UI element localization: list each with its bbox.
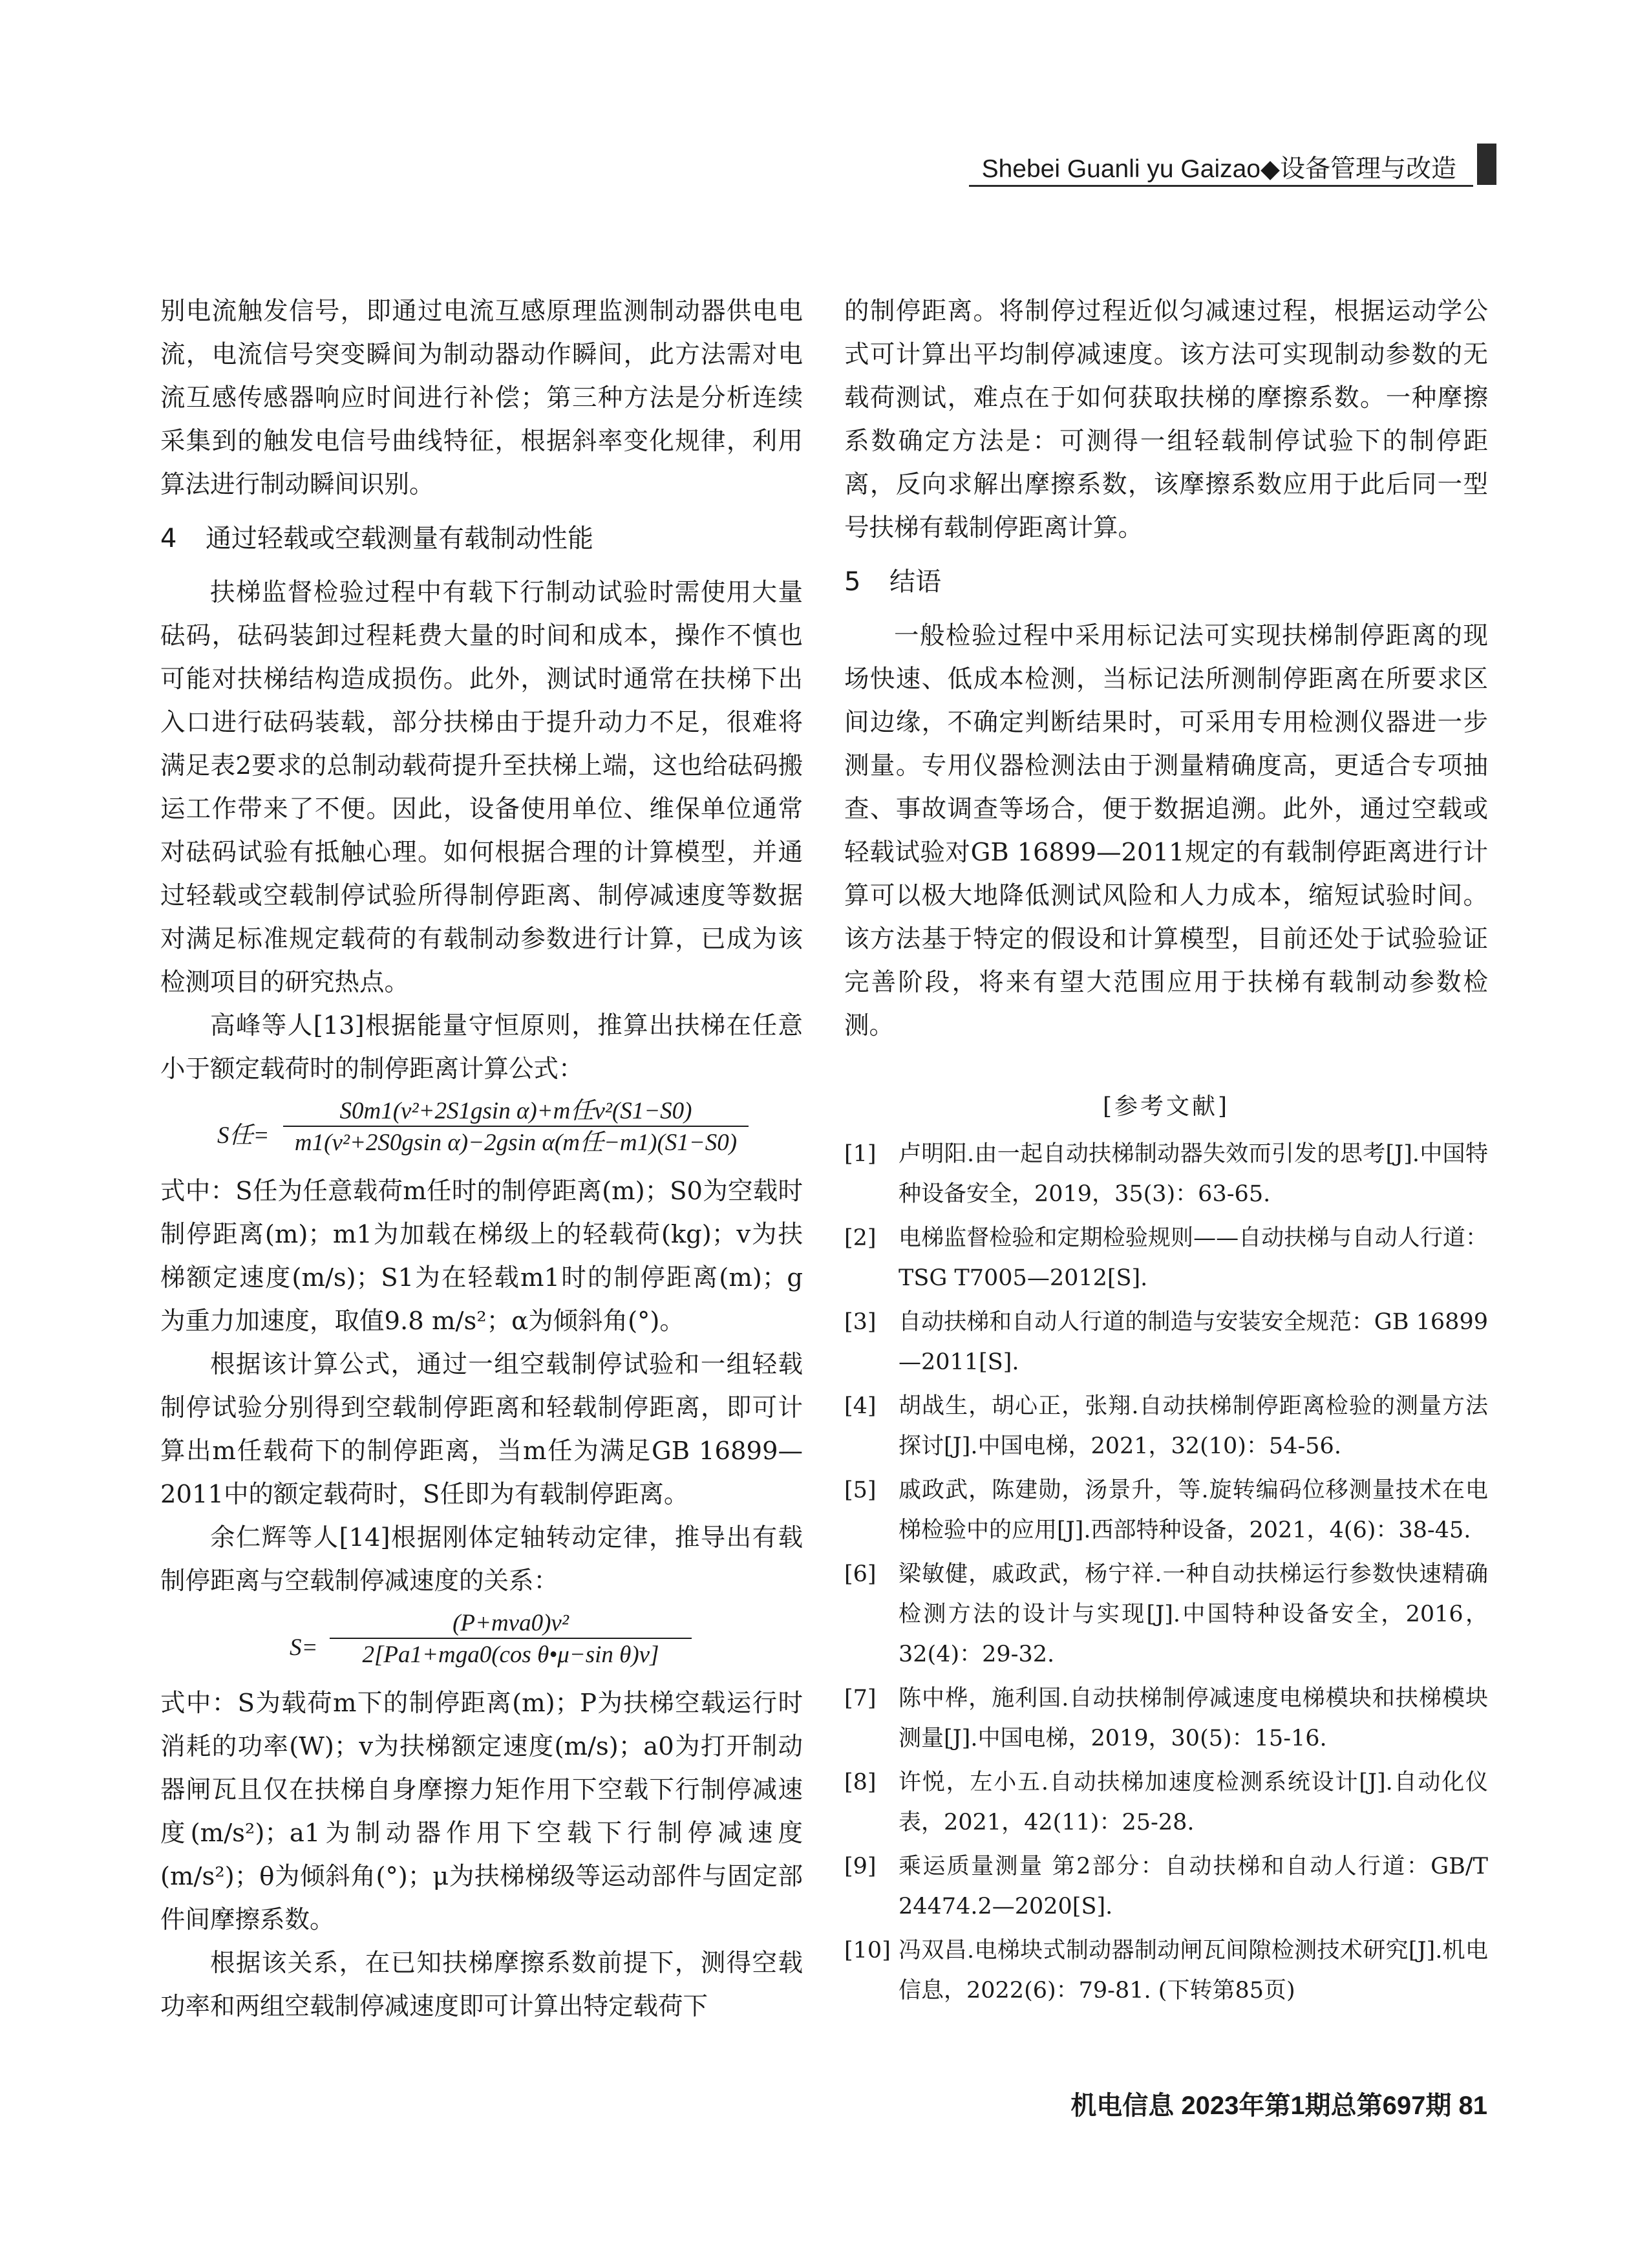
reference-text: 戚政武，陈建勋，汤景升，等.旋转编码位移测量技术在电梯检验中的应用[J].西部特种设备，2021，4(6)：38-45. [899,1477,1488,1543]
reference-item [844,1678,1488,1759]
section-title: 通过轻载或空载测量有载制动性能 [206,524,593,553]
reference-number: [7] [844,1685,877,1711]
equation-2 [160,1603,803,1682]
header-rule [969,185,1473,187]
reference-text: 电梯监督检验和定期检验规则——自动扶梯与自动人行道：TSG T7005—2012[S]. [899,1225,1488,1291]
reference-item [844,1218,1488,1298]
running-header [966,144,1496,189]
reference-number: [8] [844,1770,877,1795]
page-footer: 机电信息 2023年第1期总第697期 81 [1070,2091,1487,2120]
paragraph: 别电流触发信号，即通过电流互感原理监测制动器供电电流，电流信号突变瞬间为制动器动作瞬间，此方法需对电流互感传感器响应时间进行补偿；第三种方法是分析连续采集到的触发电信号曲线特征，根据斜率变化规律，利用算法进行制动瞬间识别。 [160,297,803,499]
section-number: 5 [844,567,861,597]
reference-text: 卢明阳.由一起自动扶梯制动器失效而引发的思考[J].中国特种设备安全，2019，35(3)：63-65. [899,1141,1488,1207]
reference-number: [5] [844,1477,877,1503]
equation-numerator: S0m1(v²+2S1gsin α)+m任v²(S1−S0) [283,1097,749,1127]
references-title: [参考文献] [1102,1093,1230,1120]
paragraph: 一般检验过程中采用标记法可实现扶梯制停距离的现场快速、低成本检测，当标记法所测制停距离在所要求区间边缘，不确定判断结果时，可采用专用检测仪器进一步测量。专用仪器检测法由于测量精确度高，更适合专项抽查、事故调查等场合，便于数据追溯。此外，通过空载或轻载试验对GB 16899—2011规定的有载制停距离进行计算可以极大地降低测试风险和人力成本，缩短试验时间。该方法基于特定的假设和计算模型，目前还处于试验验证完善阶段，将来有望大范围应用于扶梯有载制动参数检测。 [844,621,1488,1040]
reference-number: [3] [844,1309,877,1335]
equation-lhs: S任= [217,1122,270,1149]
reference-number: [9] [844,1854,877,1879]
paragraph: 式中：S任为任意载荷m任时的制停距离(m)；S0为空载时制停距离(m)；m1为加载在梯级上的轻载荷(kg)；v为扶梯额定速度(m/s)；S1为在轻载m1时的制停距离(m)；g为重力加速度，取值9.8 m/s²；α为倾斜角(°)。 [160,1177,803,1336]
reference-item [844,1762,1488,1843]
paragraph: 的制停距离。将制停过程近似匀减速过程，根据运动学公式可计算出平均制停减速度。该方法可实现制动参数的无载荷测试，难点在于如何获取扶梯的摩擦系数。一种摩擦系数确定方法是：可测得一组轻载制停试验下的制停距离，反向求解出摩擦系数，该摩擦系数应用于此后同一型号扶梯有载制停距离计算。 [844,297,1488,542]
reference-number: [4] [844,1393,877,1419]
paragraph: 式中：S为载荷m下的制停距离(m)；P为扶梯空载运行时消耗的功率(W)；v为扶梯额定速度(m/s)；a0为打开制动器闸瓦且仅在扶梯自身摩擦力矩作用下空载下行制停减速度(m/s²)；a1为制动器作用下空载下行制停减速度(m/s²)；θ为倾斜角(°)；μ为扶梯梯级等运动部件与固定部件间摩擦系数。 [160,1689,803,1934]
equation-lhs: S= [290,1634,318,1661]
equation-numerator: (P+mva0)v² [330,1609,692,1639]
reference-text: 许悦，左小五.自动扶梯加速度检测系统设计[J].自动化仪表，2021，42(11)：25-28. [899,1770,1488,1835]
reference-item [844,1302,1488,1382]
reference-item [844,1846,1488,1927]
paragraph: 根据该关系，在已知扶梯摩擦系数前提下，测得空载功率和两组空载制停减速度即可计算出特定载荷下 [160,1949,803,2021]
reference-text: 胡战生，胡心正，张翔.自动扶梯制停距离检验的测量方法探讨[J].中国电梯，2021，32(10)：54-56. [899,1393,1488,1459]
header-text: Shebei Guanli yu Gaizao◆设备管理与改造 [981,155,1456,183]
right-column [844,290,1488,2015]
header-bar [1477,144,1496,185]
section-title: 结语 [889,567,941,597]
reference-number: [2] [844,1225,877,1251]
reference-text: 冯双昌.电梯块式制动器制动闸瓦间隙检测技术研究[J].机电信息，2022(6)：79-81. (下转第85页) [899,1938,1488,2004]
section-heading-4 [160,506,803,571]
reference-item [844,1554,1488,1674]
equation-1 [160,1091,803,1170]
left-column [160,290,803,2028]
reference-text: 梁敏健，戚政武，杨宁祥.一种自动扶梯运行参数快速精确检测方法的设计与实现[J].中国特种设备安全，2016，32(4)：29-32. [899,1561,1488,1667]
paragraph: 根据该计算公式，通过一组空载制停试验和一组轻载制停试验分别得到空载制停距离和轻载制停距离，即可计算出m任载荷下的制停距离，当m任为满足GB 16899—2011中的额定载荷时，S任即为有载制停距离。 [160,1350,803,1509]
reference-item [844,1134,1488,1214]
reference-item [844,1470,1488,1550]
section-heading-5 [844,550,1488,614]
reference-text: 乘运质量测量 第2部分：自动扶梯和自动人行道：GB/T 24474.2—2020[S]. [899,1854,1488,1920]
equation-denominator: 2[Pa1+mga0(cos θ•μ−sin θ)v] [362,1642,659,1668]
equation-fraction [330,1609,692,1671]
reference-number: [10] [844,1938,891,1963]
equation-denominator: m1(v²+2S0gsin α)−2gsin α(m任−m1)(S1−S0) [294,1129,738,1156]
section-number: 4 [160,524,177,553]
reference-text: 自动扶梯和自动人行道的制造与安装安全规范：GB 16899—2011[S]. [899,1309,1488,1375]
reference-item [844,1931,1488,2011]
reference-item [844,1386,1488,1466]
paragraph: 扶梯监督检验过程中有载下行制动试验时需使用大量砝码，砝码装卸过程耗费大量的时间和成本，操作不慎也可能对扶梯结构造成损伤。此外，测试时通常在扶梯下出入口进行砝码装载，部分扶梯由于提升动力不足，很难将满足表2要求的总制动载荷提升至扶梯上端，这也给砝码搬运工作带来了不便。因此，设备使用单位、维保单位通常对砝码试验有抵触心理。如何根据合理的计算模型，并通过轻载或空载制停试验所得制停距离、制停减速度等数据对满足标准规定载荷的有载制动参数进行计算，已成为该检测项目的研究热点。 [160,578,803,997]
reference-number: [1] [844,1141,877,1167]
paragraph: 余仁辉等人[14]根据刚体定轴转动定律，推导出有载制停距离与空载制停减速度的关系： [160,1523,803,1596]
reference-number: [6] [844,1561,877,1587]
reference-text: 陈中桦，施利国.自动扶梯制停减速度电梯模块和扶梯模块测量[J].中国电梯，2019，30(5)：15-16. [899,1685,1488,1751]
equation-fraction [283,1097,749,1159]
paragraph: 高峰等人[13]根据能量守恒原则，推算出扶梯在任意小于额定载荷时的制停距离计算公式： [160,1011,803,1084]
